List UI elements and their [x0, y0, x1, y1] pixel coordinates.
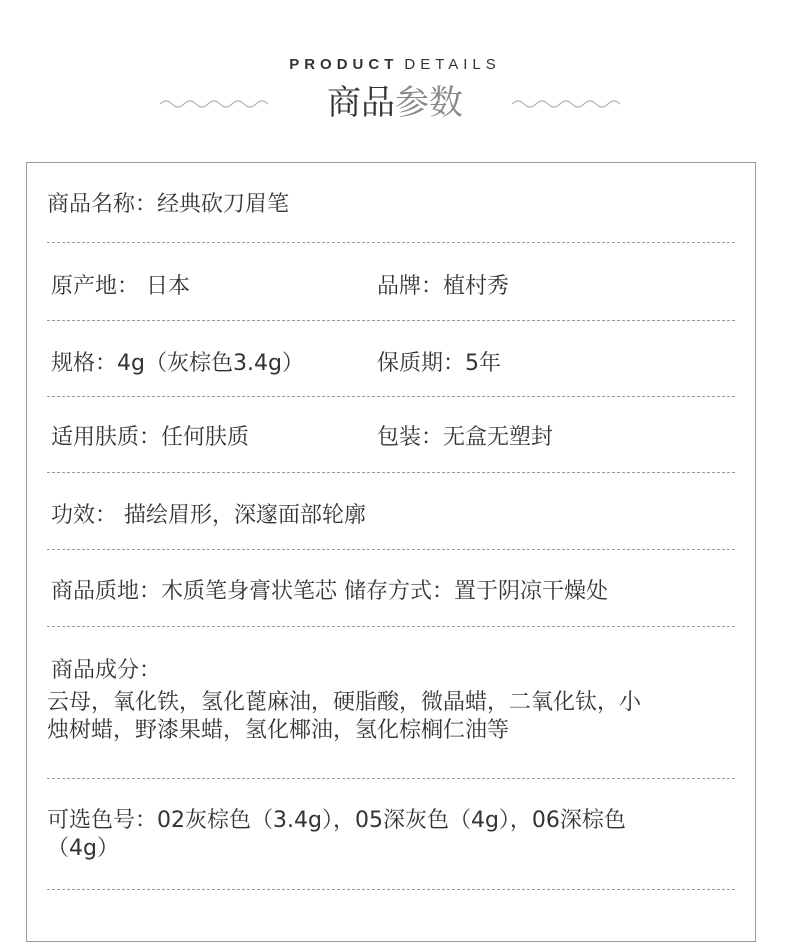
product-details-table — [26, 162, 756, 942]
divider — [47, 626, 735, 627]
divider — [47, 778, 735, 779]
detail-row-name — [47, 187, 735, 218]
ingredients-line: 云母，氧化铁，氢化蓖麻油，硬脂酸，微晶蜡，二氧化钛，小 — [47, 690, 642, 715]
divider — [47, 396, 735, 397]
divider — [47, 472, 735, 473]
ingredients-text — [47, 689, 735, 745]
skin-type: 适用肤质：任何肤质 — [51, 425, 250, 450]
divider — [47, 320, 735, 321]
divider — [47, 242, 735, 243]
effect: 功效： 描绘眉形，深邃面部轮廓 — [51, 503, 366, 528]
header-english-title — [0, 56, 790, 73]
detail-row-texture-storage — [51, 574, 739, 605]
header-cn-dark: 商品 — [327, 83, 395, 123]
color-options-line: 可选色号：02灰棕色（3.4g），05深灰色（4g），06深棕色 — [47, 808, 626, 833]
brand: 品牌：植村秀 — [377, 274, 510, 299]
origin: 原产地： 日本 — [51, 274, 190, 299]
header-en-bold: PRODUCT — [289, 56, 399, 73]
header-en-light: DETAILS — [404, 56, 501, 73]
detail-row-spec-shelf — [51, 346, 739, 377]
divider — [47, 889, 735, 890]
header-chinese-title — [0, 80, 790, 126]
detail-row-origin-brand — [51, 269, 739, 300]
wave-decoration-right — [512, 92, 622, 112]
product-name: 商品名称：经典砍刀眉笔 — [47, 192, 290, 217]
spec: 规格：4g（灰棕色3.4g） — [51, 351, 304, 376]
color-options-line: （4g） — [47, 836, 119, 861]
detail-row-effect — [51, 498, 739, 529]
package: 包装：无盒无塑封 — [377, 425, 554, 450]
detail-row-skin-package — [51, 420, 739, 451]
color-options — [47, 807, 735, 863]
texture-storage: 商品质地：木质笔身膏状笔芯 储存方式：置于阴凉干燥处 — [51, 579, 608, 604]
divider — [47, 549, 735, 550]
shelf-life: 保质期：5年 — [377, 351, 501, 376]
ingredients-line: 烛树蜡，野漆果蜡，氢化椰油，氢化棕榈仁油等 — [47, 718, 510, 743]
ingredients-label: 商品成分： — [51, 658, 162, 683]
header-cn-light: 参数 — [395, 83, 463, 123]
